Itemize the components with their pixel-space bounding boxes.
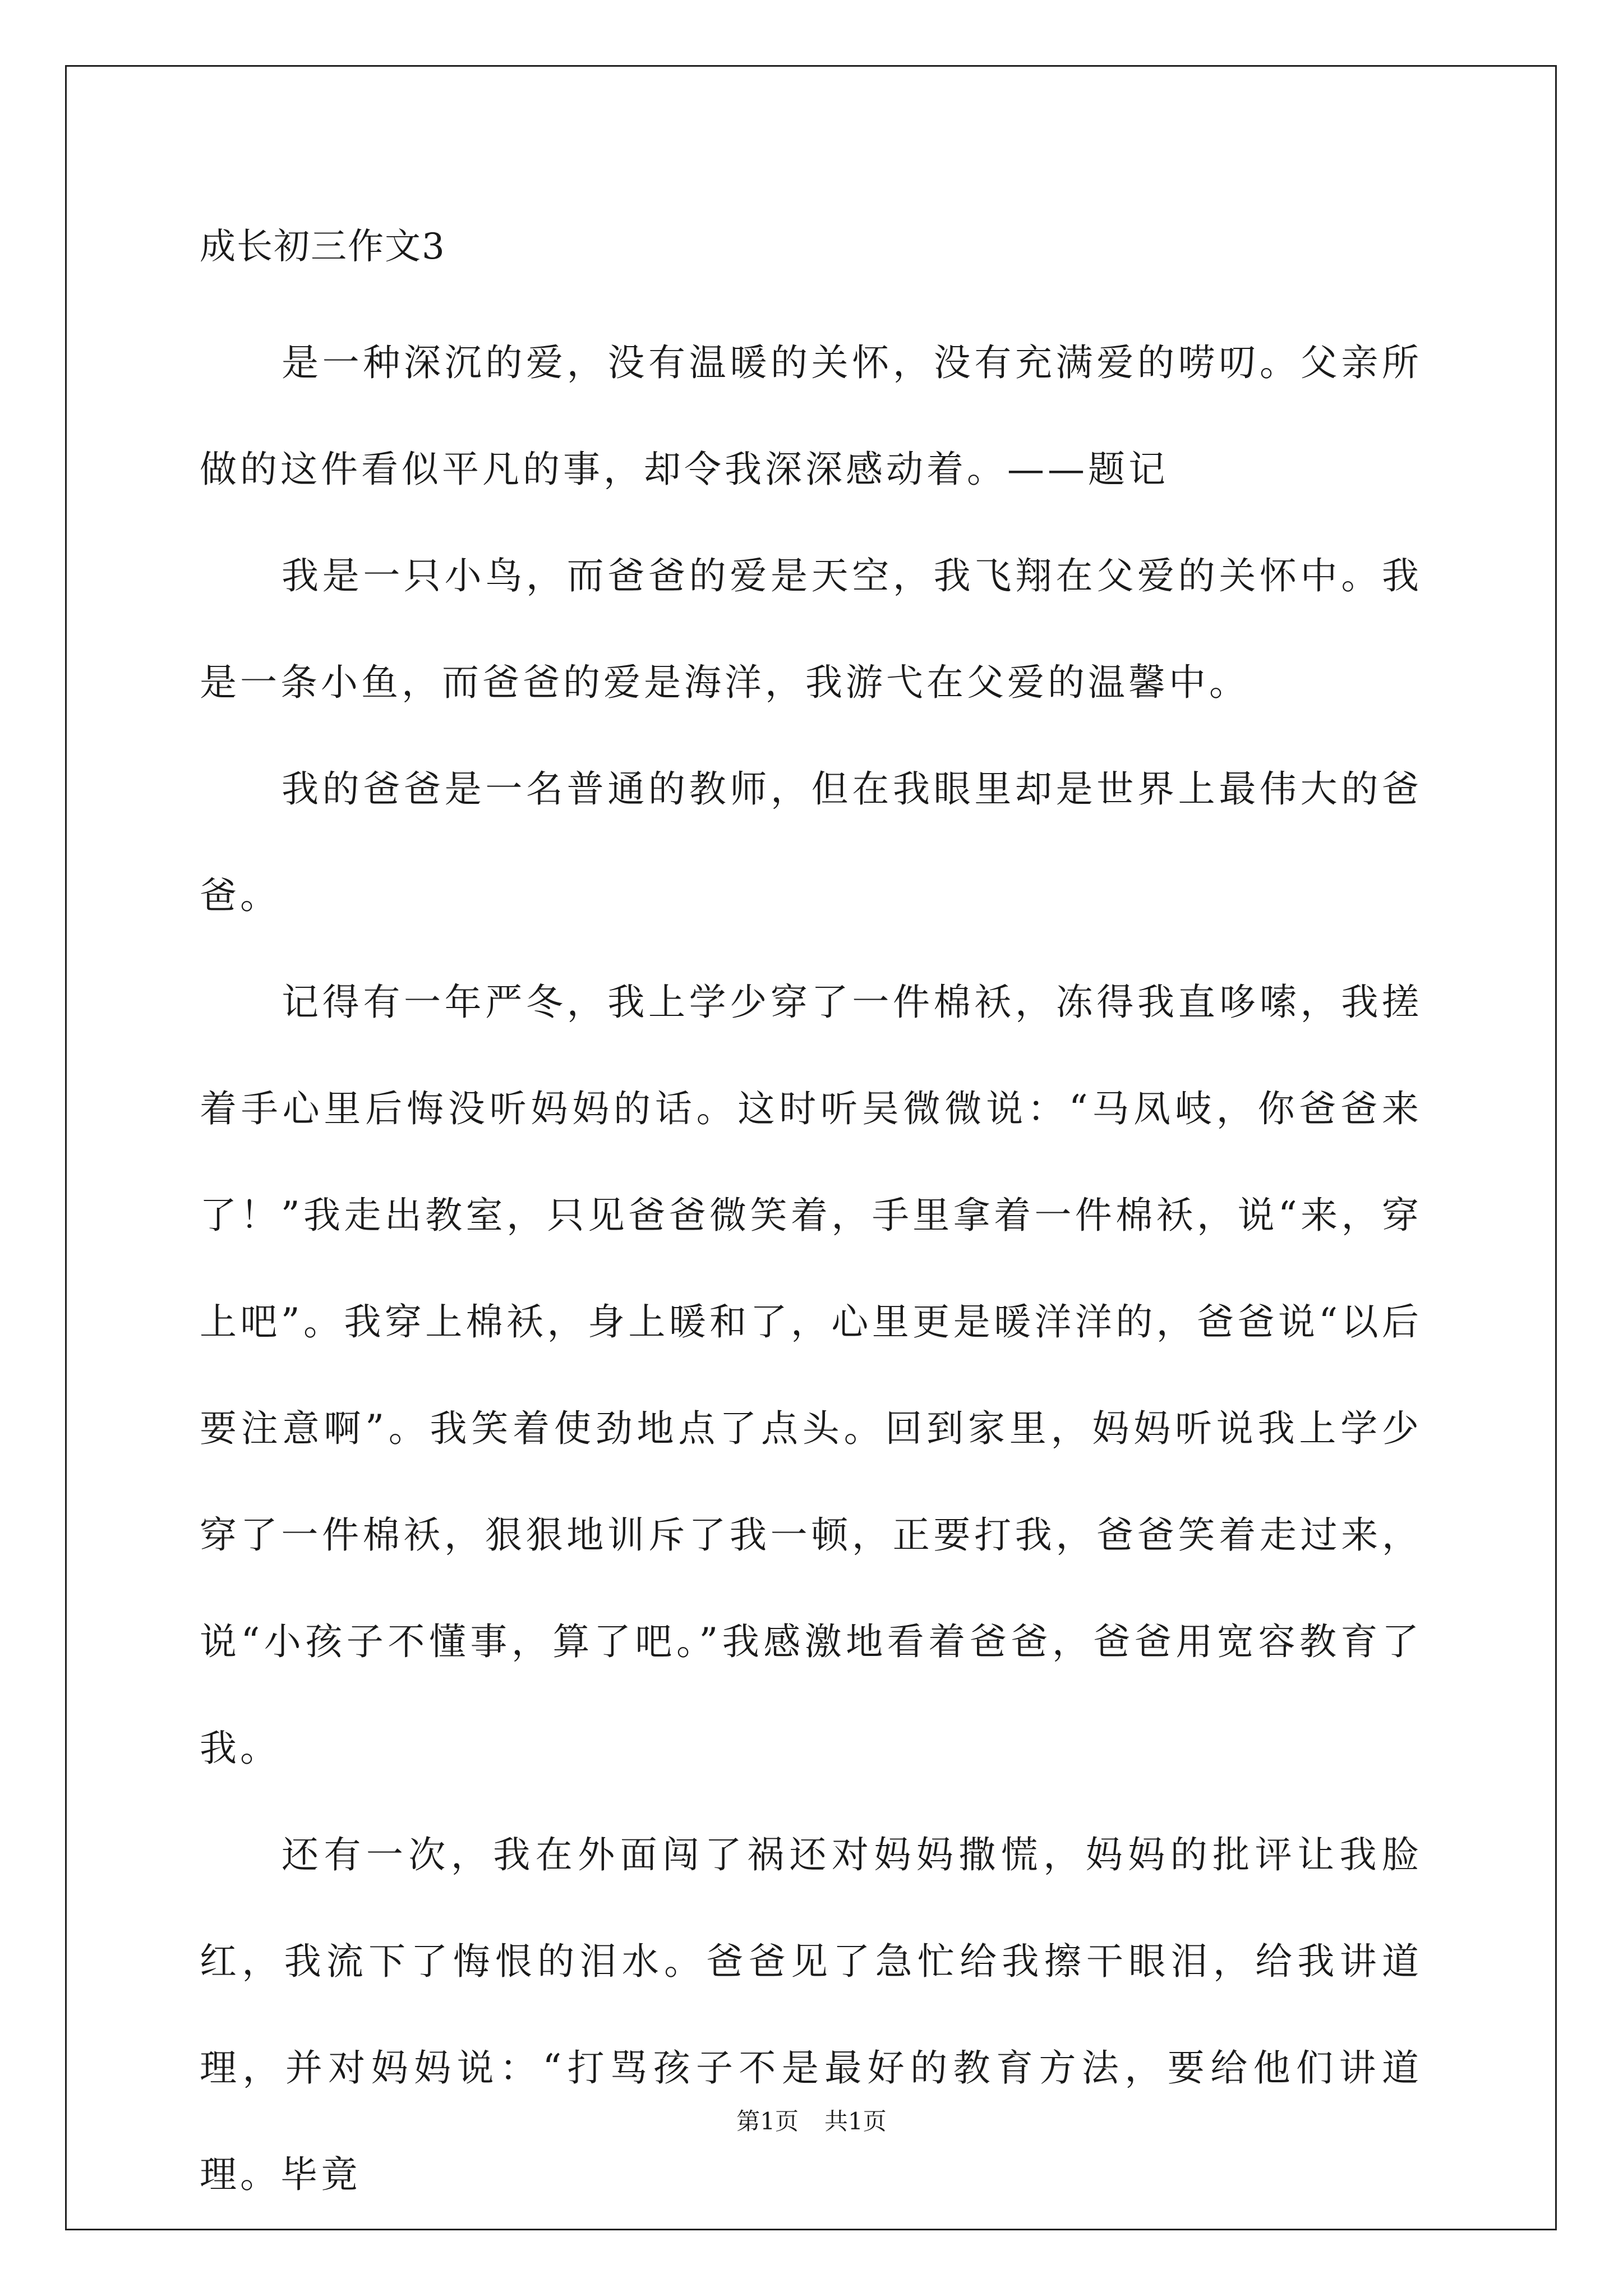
page-number-current: 第1页	[736, 2108, 799, 2135]
paragraph-bird-fish: 我是一只小鸟，而爸爸的爱是天空，我飞翔在父爱的关怀中。我是一条小鱼，而爸爸的爱是海洋，我游弋在父爱的温馨中。	[200, 554, 1422, 704]
page-number-total: 共1页	[824, 2108, 887, 2135]
document-body	[200, 219, 1422, 2228]
document-title: 成长初三作文3	[200, 226, 446, 268]
paragraph-epigraph: 是一种深沉的爱，没有温暖的关怀，没有充满爱的唠叨。父亲所做的这件看似平凡的事，却令我深深感动着。——题记	[200, 341, 1422, 491]
paragraph-father-teacher: 我的爸爸是一名普通的教师，但在我眼里却是世界上最伟大的爸爸。	[200, 767, 1422, 917]
paragraph-another-time: 还有一次，我在外面闯了祸还对妈妈撒慌，妈妈的批评让我脸红，我流下了悔恨的泪水。爸爸见了急忙给我擦干眼泪，给我讲道理，并对妈妈说：“打骂孩子不是最好的教育方法，要给他们讲道理。毕竟	[200, 1833, 1422, 2196]
page-footer	[0, 2105, 1623, 2138]
paragraph-winter-coat: 记得有一年严冬，我上学少穿了一件棉袄，冻得我直哆嗦，我搓着手心里后悔没听妈妈的话。这时听吴微微说：“马凤岐，你爸爸来了！”我走出教室，只见爸爸微笑着，手里拿着一件棉袄，说“来，穿上吧”。我穿上棉袄，身上暖和了，心里更是暖洋洋的，爸爸说“以后要注意啊”。我笑着使劲地点了点头。回到家里，妈妈听说我上学少穿了一件棉袄，狠狠地训斥了我一顿，正要打我，爸爸笑着走过来，说“小孩子不懂事，算了吧。”我感激地看着爸爸，爸爸用宽容教育了我。	[200, 981, 1422, 1770]
